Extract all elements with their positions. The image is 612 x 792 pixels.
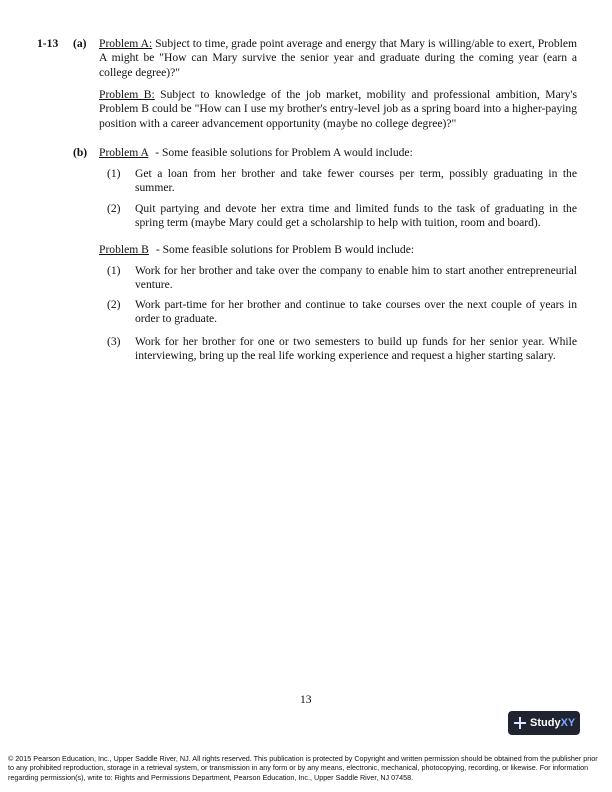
part-a-problem-b — [99, 88, 577, 131]
list-item: Work part-time for her brother and continue to take courses over the next couple of years in order to graduate. — [135, 298, 577, 326]
copyright-footer: © 2015 Pearson Education, Inc., Upper Saddle River, NJ. All rights reserved. This publication is protected by Copyright and written permission should be obtained from the publisher prior to any prohibited reproduction, storage in a retrieval system, or transmission in any form or by any means, electronic, mechanical, photocopying, recording, or likewise. For information regarding permission(s), write to: Rights and Permissions Department, Pearson Education, Inc., Upper Saddle River, NJ 07458. — [8, 754, 598, 782]
part-a-problem-a — [99, 37, 577, 80]
list-item-number: (2) — [107, 298, 121, 311]
problem-a-statement: Subject to time, grade point average and energy that Mary is willing/able to exert, Problem A might be "How can Mary survive the senior year and graduate during the coming year (earn a college degree)?" — [99, 37, 578, 79]
part-b-label: (b) — [73, 146, 88, 159]
list-item-number: (1) — [107, 264, 121, 277]
list-item-number: (2) — [107, 202, 121, 215]
list-item-number: (3) — [107, 335, 121, 348]
problem-a-title: Problem A: — [99, 37, 153, 50]
list-item-number: (1) — [107, 167, 121, 180]
part-b-problem-a-title: Problem A — [99, 146, 149, 159]
part-a-label: (a) — [73, 37, 87, 50]
part-b-problem-a-intro: - Some feasible solutions for Problem A would include: — [155, 146, 413, 159]
list-item: Work for her brother for one or two semesters to build up funds for her senior year. While interviewing, bring up the real life working experience and request a higher starting salary. — [135, 335, 577, 363]
list-item: Quit partying and devote her extra time and limited funds to the task of graduating in the spring term (maybe Mary could get a scholarship to help with tuition, room and board). — [135, 202, 577, 230]
problem-b-title: Problem B: — [99, 88, 155, 101]
problem-number: 1-13 — [37, 37, 59, 50]
list-item: Work for her brother and take over the company to enable him to start another entrepreneurial venture. — [135, 264, 577, 292]
part-b-problem-a-heading — [99, 146, 577, 160]
page-number: 13 — [300, 693, 312, 706]
problem-b-statement: Subject to knowledge of the job market, mobility and professional ambition, Mary's Problem B could be "How can I use my brother's entry-level job as a spring board into a higher-paying position with a career advancement opportunity (maybe no college degree)?" — [99, 88, 577, 130]
badge-brand: StudyXY — [530, 717, 576, 729]
list-item: Get a loan from her brother and take fewer courses per term, possibly graduating in the summer. — [135, 167, 577, 195]
part-b-problem-b-heading — [99, 243, 577, 257]
studyxy-badge[interactable] — [508, 711, 580, 735]
plus-icon — [514, 717, 526, 729]
part-b-problem-b-intro: - Some feasible solutions for Problem B would include: — [155, 243, 415, 256]
part-b-problem-b-title: Problem B — [99, 243, 149, 256]
